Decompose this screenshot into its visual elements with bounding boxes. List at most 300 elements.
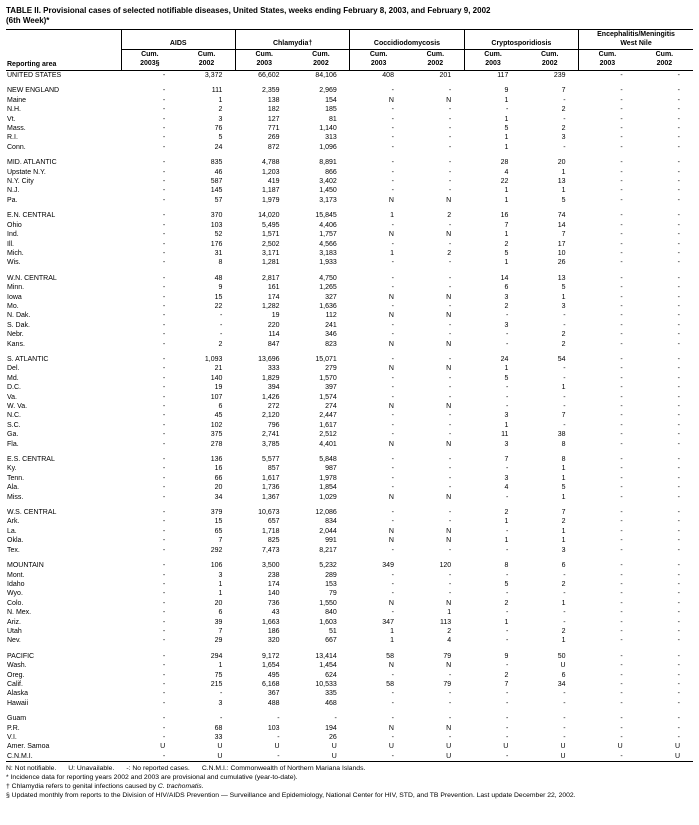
value-cell: 2 <box>218 340 223 348</box>
value-cell: - <box>162 484 166 492</box>
value-cell: 1,603 <box>319 618 337 626</box>
value-cell: 16 <box>214 465 223 473</box>
table-row <box>6 168 693 177</box>
value-cell: 7 <box>218 537 223 545</box>
value-cell: 1 <box>561 465 566 473</box>
value-cell: 145 <box>210 187 223 195</box>
value-cell: - <box>677 465 680 473</box>
reporting-area-cell: Ill. <box>7 240 14 248</box>
value-cell: - <box>448 374 452 382</box>
col-group-label-line: AIDS <box>169 39 187 47</box>
value-cell: 866 <box>325 168 337 176</box>
value-cell: - <box>677 231 680 239</box>
table-row <box>6 430 693 439</box>
table-row <box>6 555 693 570</box>
value-cell: - <box>620 187 623 195</box>
value-cell: - <box>677 403 680 410</box>
value-cell: 4,750 <box>319 274 337 282</box>
table-row <box>6 742 693 751</box>
subcol-header-cryptosporidiosis-2003 <box>464 50 521 71</box>
value-cell: - <box>620 412 623 420</box>
value-cell: N <box>446 340 452 348</box>
value-cell: 3 <box>504 440 509 448</box>
table-row <box>6 283 693 292</box>
value-cell: 22 <box>214 302 223 310</box>
value-cell: - <box>677 527 680 535</box>
reporting-area-cell: W. Va. <box>7 403 28 410</box>
value-cell: 220 <box>267 321 280 329</box>
value-cell: 1,367 <box>262 493 280 501</box>
value-cell: 2 <box>447 212 452 220</box>
value-cell: - <box>448 187 452 195</box>
value-cell: - <box>677 321 680 329</box>
value-cell: 15,845 <box>315 212 337 220</box>
value-cell: 4 <box>504 168 509 176</box>
value-cell: 736 <box>267 599 280 607</box>
value-cell: U <box>217 743 223 751</box>
value-cell: - <box>391 274 394 282</box>
value-cell: - <box>620 580 623 588</box>
reporting-area-cell: Alaska <box>7 690 29 698</box>
table-row <box>6 133 693 142</box>
value-cell: - <box>677 715 680 723</box>
value-cell: 5 <box>504 249 509 257</box>
value-cell: 657 <box>267 518 280 526</box>
value-cell: 239 <box>553 72 566 79</box>
table-row <box>6 258 693 267</box>
value-cell: - <box>391 187 394 195</box>
value-cell: - <box>391 115 394 123</box>
value-cell: - <box>448 456 452 464</box>
value-cell: - <box>620 168 623 176</box>
value-cell: 2 <box>561 580 566 588</box>
value-cell: U <box>160 743 166 751</box>
value-cell: - <box>677 618 680 626</box>
value-cell: 1 <box>561 187 566 195</box>
value-cell: 1 <box>561 493 566 501</box>
value-cell: 10 <box>557 249 566 257</box>
reporting-area-cell: Fla. <box>7 440 19 448</box>
reporting-area-cell: Upstate N.Y. <box>7 168 46 176</box>
value-cell: 488 <box>267 699 280 707</box>
reporting-area-cell: Mass. <box>7 125 26 133</box>
value-cell: 140 <box>210 374 223 382</box>
value-cell: 31 <box>214 249 223 257</box>
value-cell: - <box>391 384 394 392</box>
value-cell: 1 <box>504 187 509 195</box>
table-row <box>6 411 693 420</box>
value-cell: 19 <box>271 312 280 320</box>
value-cell: - <box>162 599 166 607</box>
value-cell: - <box>677 690 680 698</box>
value-cell: 1 <box>504 259 509 267</box>
value-cell: 274 <box>325 403 337 410</box>
value-cell: - <box>162 384 166 392</box>
value-cell: 161 <box>267 284 280 292</box>
subcol-label-line: 2002 <box>541 59 558 67</box>
value-cell: - <box>220 331 223 339</box>
value-cell: 2 <box>561 331 566 339</box>
value-cell: 174 <box>267 293 280 301</box>
value-cell: - <box>677 365 680 373</box>
value-cell: 2 <box>218 106 223 114</box>
value-cell: - <box>677 274 680 282</box>
value-cell: U <box>274 743 280 751</box>
value-cell: - <box>391 87 394 95</box>
value-cell: 21 <box>214 365 223 373</box>
value-cell: 1 <box>561 527 566 535</box>
value-cell: 2,969 <box>319 87 337 95</box>
value-cell: 872 <box>267 143 280 151</box>
value-cell: - <box>620 125 623 133</box>
value-cell: - <box>620 143 623 151</box>
value-cell: N <box>446 293 452 301</box>
value-cell: 313 <box>325 134 337 142</box>
value-cell: - <box>162 231 166 239</box>
table-row <box>6 205 693 220</box>
value-cell: - <box>620 431 623 439</box>
value-cell: U <box>331 752 337 760</box>
value-cell: 11 <box>501 431 509 439</box>
value-cell: - <box>162 393 166 401</box>
value-cell: - <box>162 509 166 517</box>
value-cell: 29 <box>214 637 223 645</box>
value-cell: 1 <box>504 134 509 142</box>
value-cell: - <box>162 652 166 660</box>
table-body <box>6 71 693 762</box>
table-row <box>6 80 693 95</box>
value-cell: - <box>620 662 623 670</box>
value-cell: - <box>620 355 623 363</box>
reporting-area-cell: Miss. <box>7 493 24 501</box>
value-cell: 3 <box>504 321 509 329</box>
subcol-header-coccidiodomycosis-2002 <box>407 50 464 71</box>
value-cell: - <box>563 734 566 741</box>
value-cell: - <box>506 724 509 732</box>
reporting-area-cell: Ariz. <box>7 618 21 626</box>
reporting-area-cell: E.N. CENTRAL <box>7 212 56 220</box>
value-cell: - <box>448 699 452 707</box>
value-cell: 1 <box>504 143 509 151</box>
value-cell: 6 <box>218 609 223 617</box>
value-cell: - <box>448 580 452 588</box>
value-cell: - <box>448 421 452 429</box>
value-cell: 5 <box>561 284 566 292</box>
value-cell: - <box>162 580 166 588</box>
value-cell: - <box>448 284 452 292</box>
value-cell: - <box>277 752 280 760</box>
value-cell: - <box>677 599 680 607</box>
subcol-header-west-nile-2002 <box>636 50 693 71</box>
value-cell: 987 <box>325 465 337 473</box>
value-cell: - <box>677 384 680 392</box>
value-cell: - <box>391 690 394 698</box>
value-cell: - <box>162 699 166 707</box>
reporting-area-cell: N. Mex. <box>7 609 32 617</box>
value-cell: - <box>677 421 680 429</box>
value-cell: - <box>677 652 680 660</box>
value-cell: - <box>620 284 623 292</box>
value-cell: - <box>620 106 623 114</box>
value-cell: 346 <box>325 331 337 339</box>
legend-cnmi: C.N.M.I.: Commonwealth of Northern Mariana Islands. <box>201 765 366 773</box>
value-cell: N <box>446 537 452 545</box>
value-cell: 7 <box>218 627 223 635</box>
value-cell: 26 <box>557 259 566 267</box>
value-cell: 4 <box>504 484 509 492</box>
table-row <box>6 96 693 105</box>
value-cell: 74 <box>557 212 566 220</box>
value-cell: - <box>506 637 509 645</box>
reporting-area-cell: Hawaii <box>7 699 29 707</box>
value-cell: N <box>388 662 394 670</box>
value-cell: - <box>620 627 623 635</box>
value-cell: - <box>677 518 680 526</box>
subcol-label-line: Cum. <box>369 51 388 58</box>
value-cell: - <box>391 456 394 464</box>
value-cell: - <box>620 87 623 95</box>
value-cell: - <box>677 637 680 645</box>
subcol-label-line: 2003§ <box>140 59 160 67</box>
subcol-header-aids-2003 <box>121 50 178 71</box>
value-cell: 5,577 <box>262 456 280 464</box>
reporting-area-cell: N.C. <box>7 412 21 420</box>
value-cell: 8 <box>561 440 566 448</box>
value-cell: 1,979 <box>262 196 280 204</box>
value-cell: 2,120 <box>262 412 280 420</box>
value-cell: - <box>620 212 623 220</box>
value-cell: - <box>162 331 166 339</box>
value-cell: - <box>677 134 680 142</box>
value-cell: - <box>677 671 680 679</box>
value-cell: - <box>448 259 452 267</box>
value-cell: N <box>388 599 394 607</box>
reporting-area-cell: R.I. <box>7 134 18 142</box>
value-cell: - <box>391 134 394 142</box>
col-group-label-line: Encephalitis/Meningitis <box>597 31 675 38</box>
footnote-chlamydia-species: C. trachomatis. <box>157 782 204 790</box>
value-cell: - <box>162 734 166 741</box>
table-row <box>6 546 693 555</box>
value-cell: 7 <box>504 456 509 464</box>
value-cell: 153 <box>325 580 337 588</box>
value-cell: 10,533 <box>315 680 337 688</box>
value-cell: U <box>446 743 452 751</box>
value-cell: 2 <box>504 599 509 607</box>
value-cell: - <box>506 715 509 723</box>
value-cell: 2,817 <box>262 274 280 282</box>
value-cell: - <box>620 440 623 448</box>
subcol-label-line: 2002 <box>656 59 673 67</box>
reporting-area-cell: Conn. <box>7 143 26 151</box>
value-cell: N <box>446 403 452 410</box>
value-cell: 1 <box>561 293 566 301</box>
value-cell: 111 <box>211 87 223 95</box>
value-cell: - <box>677 412 680 420</box>
value-cell: 1,574 <box>319 393 337 401</box>
table-row <box>6 580 693 589</box>
table-row <box>6 230 693 239</box>
value-cell: - <box>563 715 566 723</box>
value-cell: U <box>560 752 566 760</box>
table-row <box>6 636 693 645</box>
reporting-area-cell: Guam <box>7 715 27 723</box>
value-cell: - <box>506 627 509 635</box>
value-cell: 2 <box>504 671 509 679</box>
value-cell: - <box>677 456 680 464</box>
value-cell: 84,106 <box>315 72 337 79</box>
value-cell: - <box>563 690 566 698</box>
value-cell: 7 <box>561 231 566 239</box>
value-cell: - <box>506 340 509 348</box>
value-cell: 2,359 <box>262 87 280 95</box>
subcol-label-line: Cum. <box>197 51 216 58</box>
value-cell: - <box>506 690 509 698</box>
value-cell: 3 <box>561 134 566 142</box>
value-cell: - <box>506 465 509 473</box>
value-cell: 20 <box>214 484 223 492</box>
value-cell: - <box>162 134 166 142</box>
value-cell: N <box>388 340 394 348</box>
value-cell: 1,654 <box>262 662 280 670</box>
value-cell: 3 <box>218 571 223 579</box>
subcol-label-line: 2002 <box>198 59 215 67</box>
value-cell: - <box>563 321 566 329</box>
value-cell: N <box>446 527 452 535</box>
table-row <box>6 661 693 670</box>
value-cell: - <box>506 106 509 114</box>
value-cell: 4,566 <box>319 240 337 248</box>
value-cell: - <box>162 240 166 248</box>
value-cell: 587 <box>210 178 223 186</box>
value-cell: 75 <box>214 671 223 679</box>
value-cell: - <box>391 221 394 229</box>
table-row <box>6 708 693 723</box>
value-cell: 2,044 <box>319 527 337 535</box>
value-cell: - <box>620 72 623 79</box>
value-cell: 6 <box>218 403 223 410</box>
value-cell: - <box>677 662 680 670</box>
value-cell: - <box>391 412 394 420</box>
value-cell: U <box>446 752 452 760</box>
value-cell: - <box>620 374 623 382</box>
value-cell: 182 <box>267 106 280 114</box>
value-cell: 279 <box>325 365 337 373</box>
value-cell: N <box>446 440 452 448</box>
reporting-area-header: Reporting area <box>6 30 121 71</box>
subcol-label-line: Cum. <box>655 51 674 58</box>
value-cell: - <box>677 431 680 439</box>
value-cell: 835 <box>210 159 223 167</box>
value-cell: - <box>620 671 623 679</box>
reporting-area-cell: Calif. <box>7 680 23 688</box>
value-cell: - <box>391 178 394 186</box>
value-cell: - <box>448 221 452 229</box>
value-cell: 347 <box>382 618 394 626</box>
value-cell: - <box>162 302 166 310</box>
table-row <box>6 671 693 680</box>
value-cell: - <box>448 384 452 392</box>
value-cell: 43 <box>271 609 280 617</box>
value-cell: - <box>620 518 623 526</box>
value-cell: - <box>391 168 394 176</box>
value-cell: - <box>448 546 452 554</box>
value-cell: - <box>620 403 623 410</box>
value-cell: - <box>162 87 166 95</box>
table-row <box>6 340 693 349</box>
value-cell: - <box>620 293 623 301</box>
value-cell: - <box>220 690 223 698</box>
table-row <box>6 115 693 124</box>
value-cell: - <box>620 465 623 473</box>
reporting-area-cell: P.R. <box>7 724 20 732</box>
value-cell: - <box>620 340 623 348</box>
value-cell: 1,096 <box>319 143 337 151</box>
col-group-aids <box>121 30 235 50</box>
table-row <box>6 105 693 114</box>
reporting-area-cell: Pa. <box>7 196 18 204</box>
value-cell: 1 <box>561 168 566 176</box>
value-cell: 320 <box>267 637 280 645</box>
value-cell: - <box>563 724 566 732</box>
value-cell: - <box>677 187 680 195</box>
value-cell: - <box>506 590 509 598</box>
table-row <box>6 196 693 205</box>
reporting-area-cell: PACIFIC <box>7 652 35 660</box>
value-cell: N <box>446 724 452 732</box>
value-cell: - <box>391 374 394 382</box>
legend-not-notifiable: N: Not notifiable. <box>6 765 57 773</box>
value-cell: 1 <box>504 421 509 429</box>
value-cell: - <box>448 571 452 579</box>
value-cell: - <box>448 106 452 114</box>
value-cell: 22 <box>500 178 509 186</box>
table-row <box>6 689 693 698</box>
value-cell: - <box>162 627 166 635</box>
table-row <box>6 330 693 339</box>
value-cell: 3,402 <box>319 178 337 186</box>
value-cell: 3,785 <box>262 440 280 448</box>
col-group-cryptosporidiosis <box>464 30 578 50</box>
value-cell: - <box>448 125 452 133</box>
reporting-area-cell: Del. <box>7 365 20 373</box>
value-cell: 65 <box>214 527 223 535</box>
value-cell: - <box>677 259 680 267</box>
value-cell: 1 <box>504 518 509 526</box>
reporting-area-cell: Va. <box>7 393 17 401</box>
value-cell: - <box>677 562 680 570</box>
value-cell: - <box>620 715 623 723</box>
value-cell: - <box>677 474 680 482</box>
value-cell: - <box>162 115 166 123</box>
value-cell: 1 <box>504 365 509 373</box>
value-cell: N <box>388 537 394 545</box>
value-cell: - <box>620 196 623 204</box>
value-cell: N <box>388 293 394 301</box>
value-cell: - <box>677 196 680 204</box>
value-cell: 9 <box>218 284 223 292</box>
value-cell: 45 <box>214 412 223 420</box>
value-cell: - <box>162 249 166 257</box>
value-cell: - <box>620 484 623 492</box>
value-cell: - <box>448 465 452 473</box>
value-cell: 5 <box>504 374 509 382</box>
footnote-hiv-update: § Updated monthly from reports to the Division of HIV/AIDS Prevention — Surveillance and Epidemiology, National Center for HIV, STD, and TB Prevention. Last update December 22, 2002. <box>6 791 576 799</box>
value-cell: 1,265 <box>319 284 337 292</box>
value-cell: 825 <box>267 537 280 545</box>
value-cell: - <box>677 699 680 707</box>
value-cell: - <box>391 321 394 329</box>
